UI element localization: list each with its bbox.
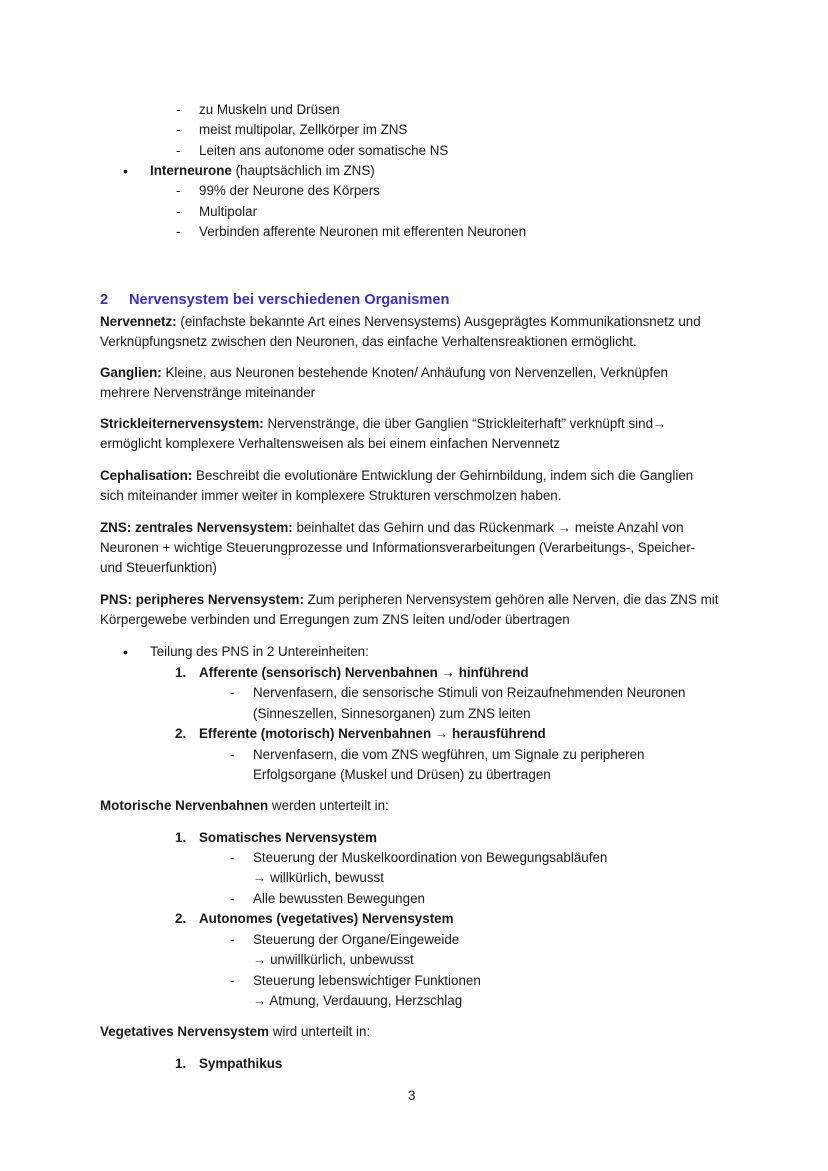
list-dash: - (230, 850, 235, 865)
vegetatives-intro (100, 1022, 370, 1042)
text: wird unterteilt in: (268, 1024, 371, 1039)
pns-division-intro: Teilung des PNS in 2 Untereinheiten: (150, 644, 369, 659)
paragraph-zns-line2: Neuronen + wichtige Steuerungprozesse und Informationsverarbeitungen (Verarbeitungs-, Speicher- (100, 540, 696, 555)
list-number: 1. (175, 1056, 187, 1071)
efferent-desc-line2: Erfolgsorgane (Muskel und Drüsen) zu übertragen (253, 767, 551, 782)
autonomic-b2: → Atmung, Verdauung, Herzschlag (253, 993, 463, 1008)
term-nervennetz: Nervennetz: (100, 314, 177, 329)
list-number: 2. (175, 911, 187, 926)
autonomic-b1: Steuerung lebenswichtiger Funktionen (253, 973, 481, 988)
text: werden unterteilt in: (268, 798, 389, 813)
list-item: Multipolar (199, 204, 258, 219)
term-vegetatives: Vegetatives Nervensystem (100, 1024, 269, 1039)
motorische-intro (100, 796, 389, 816)
list-number: 2. (175, 726, 187, 741)
list-dash: - (176, 122, 181, 137)
page-number: 3 (408, 1088, 416, 1103)
list-number: 1. (175, 665, 187, 680)
interneurone-note: (hauptsächlich im ZNS) (231, 163, 375, 178)
term-zns: ZNS: zentrales Nervensystem: (100, 520, 293, 535)
bullet-icon: • (123, 644, 128, 660)
term-pns: PNS: peripheres Nervensystem: (100, 592, 304, 607)
text: Nervenstränge, die über Ganglien “Strickleiterhaft” verknüpft sind→ (263, 416, 667, 431)
paragraph-strickleiter-line2: ermöglicht komplexere Verhaltensweisen als bei einem einfachen Nervennetz (100, 436, 560, 451)
text: Beschreibt die evolutionäre Entwicklung der Gehirnbildung, indem sich die Ganglien (192, 468, 694, 483)
paragraph-nervennetz-line1 (100, 312, 701, 332)
paragraph-ganglien-line1 (100, 363, 668, 383)
text: Zum peripheren Nervensystem gehören alle Nerven, die das ZNS mit (303, 592, 719, 607)
bullet-icon: • (123, 163, 128, 179)
text: Kleine, aus Neuronen bestehende Knoten/ Anhäufung von Nervenzellen, Verknüpfen (161, 365, 668, 380)
efferent-desc-line1: Nervenfasern, die vom ZNS wegführen, um Signale zu peripheren (253, 747, 645, 762)
somatic-title: Somatisches Nervensystem (199, 830, 377, 845)
list-item: Leiten ans autonome oder somatische NS (199, 143, 449, 158)
section-number: 2 (100, 292, 109, 308)
term-ganglien: Ganglien: (100, 365, 162, 380)
list-item: Verbinden afferente Neuronen mit efferenten Neuronen (199, 224, 527, 239)
autonomic-a2: → unwillkürlich, unbewusst (253, 952, 414, 967)
somatic-b1: Alle bewussten Bewegungen (253, 891, 425, 906)
list-item-interneurone (150, 161, 375, 181)
paragraph-zns-line1 (100, 518, 684, 538)
term-interneurone: Interneurone (150, 163, 232, 178)
afferent-desc-line2: (Sinneszellen, Sinnesorganen) zum ZNS leiten (253, 706, 531, 721)
efferent-title: Efferente (motorisch) Nervenbahnen → herausführend (199, 726, 546, 741)
text: beinhaltet das Gehirn und das Rückenmark → meiste Anzahl von (292, 520, 684, 535)
paragraph-nervennetz-line2: Verknüpfungsnetz zwischen den Neuronen, das einfache Verhaltensreaktionen ermöglicht. (100, 334, 637, 349)
somatic-a2: → willkürlich, bewusst (253, 870, 384, 885)
list-dash: - (230, 685, 235, 700)
paragraph-zns-line3: und Steuerfunktion) (100, 560, 217, 575)
list-item: 99% der Neurone des Körpers (199, 183, 380, 198)
list-dash: - (176, 204, 181, 219)
list-dash: - (176, 143, 181, 158)
list-dash: - (230, 891, 235, 906)
afferent-title: Afferente (sensorisch) Nervenbahnen → hinführend (199, 665, 529, 680)
term-motorische: Motorische Nervenbahnen (100, 798, 269, 813)
list-number: 1. (175, 830, 187, 845)
section-title: Nervensystem bei verschiedenen Organismen (129, 292, 450, 308)
autonomic-a1: Steuerung der Organe/Eingeweide (253, 932, 460, 947)
paragraph-pns-line1 (100, 590, 718, 610)
paragraph-pns-line2: Körpergewebe verbinden und Erregungen zum ZNS leiten und/oder übertragen (100, 612, 570, 627)
list-dash: - (176, 102, 181, 117)
autonomic-title: Autonomes (vegetatives) Nervensystem (199, 911, 454, 926)
paragraph-cephalisation-line2: sich miteinander immer weiter in komplexere Strukturen verschmolzen haben. (100, 488, 562, 503)
afferent-desc-line1: Nervenfasern, die sensorische Stimuli von Reizaufnehmenden Neuronen (253, 685, 686, 700)
sympathikus-title: Sympathikus (199, 1056, 283, 1071)
list-dash: - (176, 183, 181, 198)
paragraph-cephalisation-line1 (100, 466, 693, 486)
paragraph-strickleiter-line1 (100, 414, 666, 434)
list-dash: - (176, 224, 181, 239)
paragraph-ganglien-line2: mehrere Nervenstränge miteinander (100, 385, 316, 400)
somatic-a1: Steuerung der Muskelkoordination von Bewegungsabläufen (253, 850, 608, 865)
term-cephalisation: Cephalisation: (100, 468, 193, 483)
list-dash: - (230, 747, 235, 762)
text: (einfachste bekannte Art eines Nervensystems) Ausgeprägtes Kommunikationsnetz und (176, 314, 701, 329)
list-item: zu Muskeln und Drüsen (199, 102, 340, 117)
list-dash: - (230, 973, 235, 988)
term-strickleiter: Strickleiternervensystem: (100, 416, 264, 431)
list-dash: - (230, 932, 235, 947)
list-item: meist multipolar, Zellkörper im ZNS (199, 122, 408, 137)
